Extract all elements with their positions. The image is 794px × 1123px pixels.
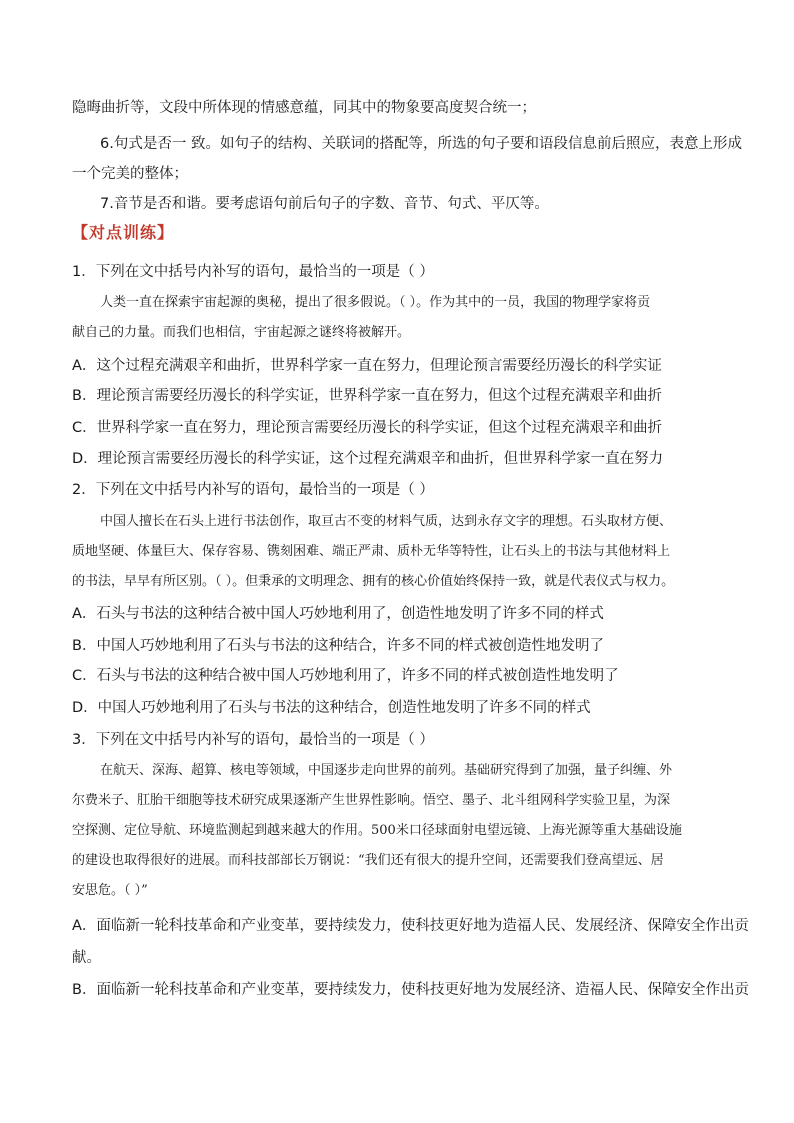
question-3-option-a[interactable]: A．面临新一轮科技革命和产业变革，要持续发力，使科技更好地为造福人民、发展经济、保障安全作出贡 <box>72 918 749 934</box>
question-3-option-a-continuation[interactable]: 献。 <box>72 950 101 966</box>
question-2-passage <box>72 513 742 593</box>
passage-line: 安思危。（ ）” <box>72 883 148 898</box>
question-1-option-c[interactable]: C．世界科学家一直在努力，理论预言需要经历漫长的科学实证，但这个过程充满艰辛和曲折 <box>72 420 663 436</box>
question-2-option-a[interactable]: A．石头与书法的这种结合被中国人巧妙地利用了，创造性地发明了许多不同的样式 <box>72 606 604 622</box>
question-3-passage <box>72 762 742 902</box>
question-2-stem: 2．下列在文中括号内补写的语句，最恰当的一项是（ ） <box>72 482 434 498</box>
question-3-option-b[interactable]: B．面临新一轮科技革命和产业变革，要持续发力，使科技更好地为发展经济、造福人民、保障安全作出贡 <box>72 982 749 998</box>
passage-line: 的书法，早早有所区别。（ ）。但秉承的文明理念、拥有的核心价值始终保持一致，就是代表仪式与权力。 <box>72 574 675 589</box>
question-1-option-b[interactable]: B．理论预言需要经历漫长的科学实证，世界科学家一直在努力，但这个过程充满艰辛和曲折 <box>72 388 662 404</box>
question-2-option-d[interactable]: D．中国人巧妙地利用了石头与书法的这种结合，创造性地发明了许多不同的样式 <box>72 700 591 716</box>
passage-line: 尔费米子、肛胎干细胞等技术研究成果逐渐产生世界性影响。悟空、墨子、北斗组网科学实验卫星，为深 <box>72 793 671 808</box>
passage-line: 人类一直在探索宇宙起源的奥秘，提出了很多假说。（ ）。作为其中的一员，我国的物理学家将贡 <box>100 295 651 310</box>
passage-line: 在航天、深海、超算、核电等领域，中国逐步走向世界的前列。基础研究得到了加强，量子纠缠、外 <box>100 763 673 778</box>
passage-line: 质地坚硬、体量巨大、保存容易、镌刻困难、端正严肃、质朴无华等特性，让石头上的书法与其他材料上 <box>72 544 671 559</box>
passage-line: 的建设也取得很好的进展。而科技部部长万钢说：“我们还有很大的提升空间，还需要我们登高望远、居 <box>72 853 664 868</box>
question-1-option-d[interactable]: D．理论预言需要经历漫长的科学实证，这个过程充满艰辛和曲折，但世界科学家一直在努力 <box>72 451 664 467</box>
question-2-option-b[interactable]: B．中国人巧妙地利用了石头与书法的这种结合，许多不同的样式被创造性地发明了 <box>72 638 604 654</box>
question-2-option-c[interactable]: C．石头与书法的这种结合被中国人巧妙地利用了，许多不同的样式被创造性地发明了 <box>72 668 619 684</box>
section-title: 【对点训练】 <box>72 223 175 242</box>
passage-line: 中国人擅长在石头上进行书法创作，取亘古不变的材料气质，达到永存文字的理想。石头取材方便、 <box>100 514 673 529</box>
question-1-stem: 1．下列在文中括号内补写的语句，最恰当的一项是（ ） <box>72 264 434 280</box>
item-6-line: 6.句式是否一 致。如句子的结构、关联词的搭配等，所选的句子要和语段信息前后照应，表意上形成 <box>100 136 742 152</box>
question-1-passage <box>72 294 742 344</box>
question-3-stem: 3．下列在文中括号内补写的语句，最恰当的一项是（ ） <box>72 732 434 748</box>
intro-line: 隐晦曲折等，文段中所体现的情感意蕴，同其中的物象要高度契合统一； <box>72 100 536 116</box>
item-7-line: 7.音节是否和谐。要考虑语句前后句子的字数、音节、句式、平仄等。 <box>100 196 549 212</box>
passage-line: 空探测、定位导航、环境监测起到越来越大的作用。500米口径球面射电望远镜、上海光源等重大基础设施 <box>72 823 682 838</box>
passage-line: 献自己的力量。而我们也相信，宇宙起源之谜终将被解开。 <box>72 325 411 340</box>
question-1-option-a[interactable]: A．这个过程充满艰辛和曲折，世界科学家一直在努力，但理论预言需要经历漫长的科学实证 <box>72 358 662 374</box>
item-6-continuation: 一个完美的整体； <box>72 166 188 182</box>
